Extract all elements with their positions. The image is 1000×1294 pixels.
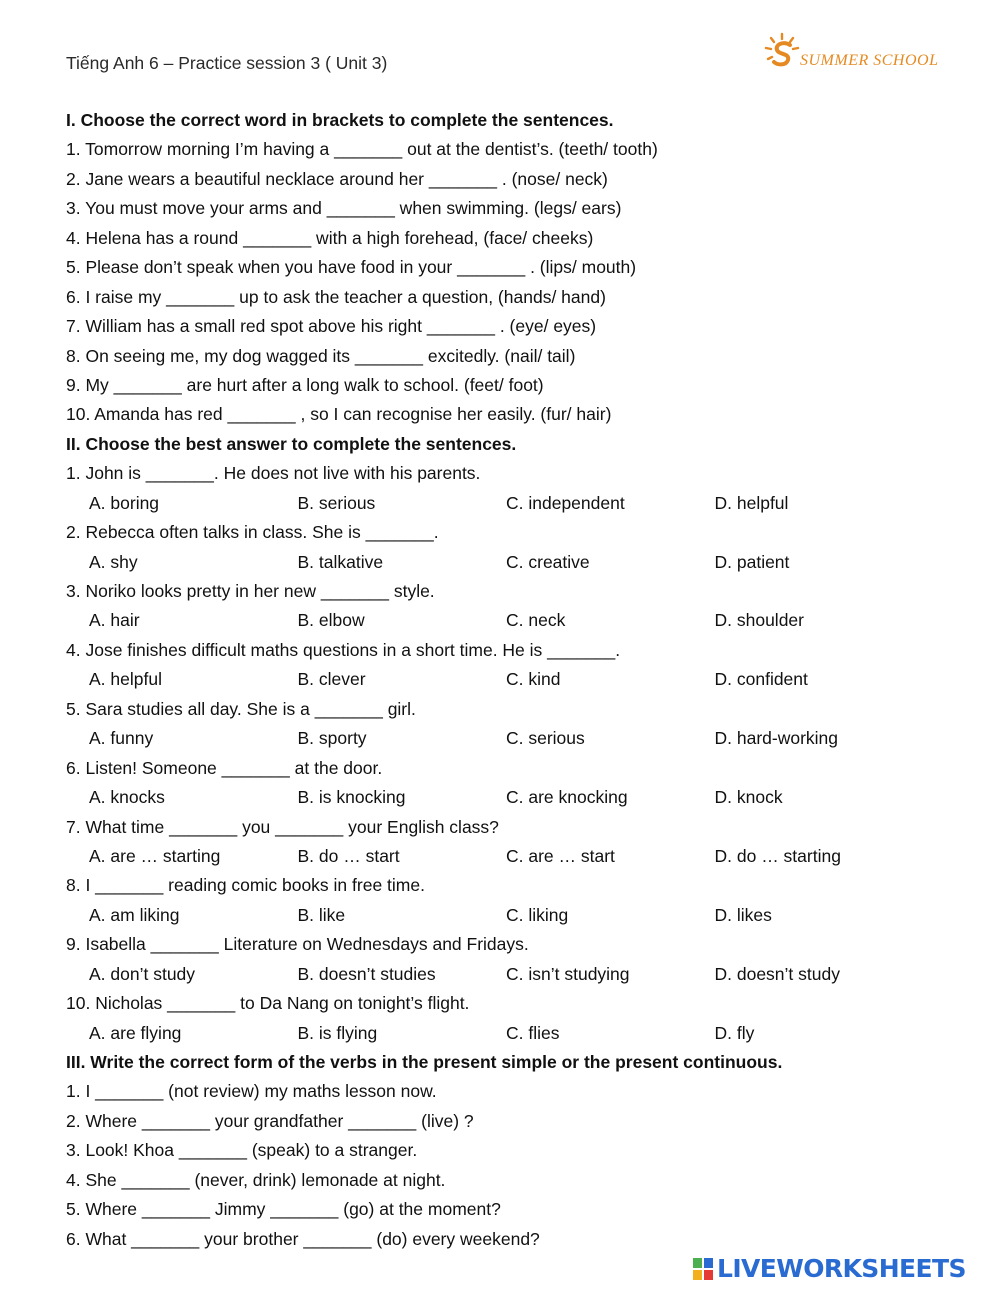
option-b[interactable]: B. like <box>297 904 346 925</box>
question-text: 2. Rebecca often talks in class. She is _______. <box>66 522 439 543</box>
answer-options <box>66 960 966 989</box>
answer-options <box>66 548 966 577</box>
option-c[interactable]: C. isn’t studying <box>506 963 630 984</box>
option-d[interactable]: D. fly <box>714 1022 755 1043</box>
option-c[interactable]: C. are … start <box>506 845 615 866</box>
section-1-item: 9. My _______ are hurt after a long walk to school. (feet/ foot) <box>66 374 544 395</box>
question-text: 8. I _______ reading comic books in free time. <box>66 875 425 896</box>
option-b[interactable]: B. is knocking <box>297 787 406 808</box>
liveworksheets-wordmark: LIVEWORKSHEETS <box>717 1254 966 1283</box>
question-text: 6. Listen! Someone _______ at the door. <box>66 757 383 778</box>
liveworksheets-brand <box>693 1254 993 1284</box>
section-1-item: 5. Please don’t speak when you have food in your _______ . (lips/ mouth) <box>66 257 637 278</box>
section-1-item: 8. On seeing me, my dog wagged its _______ excitedly. (nail/ tail) <box>66 345 576 366</box>
liveworksheets-logo-icon <box>693 1258 713 1280</box>
summer-school-logo <box>764 32 939 74</box>
answer-options <box>66 901 966 930</box>
option-a[interactable]: A. boring <box>89 492 160 513</box>
section-3-item: 5. Where _______ Jimmy _______ (go) at the moment? <box>66 1199 501 1220</box>
section-1-item: 1. Tomorrow morning I’m having a _______ out at the dentist’s. (teeth/ tooth) <box>66 139 658 160</box>
answer-options <box>66 1019 966 1048</box>
option-d[interactable]: D. confident <box>714 669 808 690</box>
option-d[interactable]: D. likes <box>714 904 772 925</box>
worksheet-content <box>66 106 966 1254</box>
option-b[interactable]: B. do … start <box>297 845 400 866</box>
question-text: 9. Isabella _______ Literature on Wednesdays and Fridays. <box>66 934 529 955</box>
option-b[interactable]: B. sporty <box>297 728 367 749</box>
option-d[interactable]: D. helpful <box>714 492 789 513</box>
option-c[interactable]: C. creative <box>506 551 590 572</box>
section-3-item: 2. Where _______ your grandfather _______ (live) ? <box>66 1110 474 1131</box>
option-c[interactable]: C. independent <box>506 492 625 513</box>
section-1-list <box>66 135 966 429</box>
answer-options <box>66 606 966 635</box>
option-b[interactable]: B. doesn’t studies <box>297 963 436 984</box>
answer-options <box>66 842 966 871</box>
section-2-heading: II. Choose the best answer to complete the sentences. <box>66 433 517 454</box>
answer-options <box>66 489 966 518</box>
answer-options <box>66 665 966 694</box>
question-text: 3. Noriko looks pretty in her new _______ style. <box>66 581 435 601</box>
answer-options <box>66 724 966 753</box>
option-c[interactable]: C. serious <box>506 728 585 749</box>
option-b[interactable]: B. serious <box>297 492 376 513</box>
option-d[interactable]: D. shoulder <box>714 610 804 631</box>
page-title: Tiếng Anh 6 – Practice session 3 ( Unit 3) <box>66 53 388 73</box>
option-d[interactable]: D. patient <box>714 551 790 572</box>
section-1-item: 4. Helena has a round _______ with a high forehead, (face/ cheeks) <box>66 227 594 248</box>
section-1-item: 2. Jane wears a beautiful necklace around her _______ . (nose/ neck) <box>66 168 608 189</box>
section-1-heading: I. Choose the correct word in brackets to complete the sentences. <box>66 110 614 130</box>
option-d[interactable]: D. doesn’t study <box>714 963 840 984</box>
option-c[interactable]: C. neck <box>506 610 566 631</box>
question-text: 1. John is _______. He does not live with his parents. <box>66 463 481 484</box>
option-c[interactable]: C. liking <box>506 904 569 925</box>
option-a[interactable]: A. are … starting <box>89 845 221 866</box>
section-3-item: 1. I _______ (not review) my maths lesson now. <box>66 1081 437 1102</box>
answer-options <box>66 783 966 812</box>
section-3-item: 4. She _______ (never, drink) lemonade at night. <box>66 1169 446 1190</box>
question-text: 4. Jose finishes difficult maths questions in a short time. He is _______. <box>66 639 621 660</box>
section-3-item: 3. Look! Khoa _______ (speak) to a stranger. <box>66 1140 418 1161</box>
section-1-item: 3. You must move your arms and _______ when swimming. (legs/ ears) <box>66 198 622 219</box>
question-text: 10. Nicholas _______ to Da Nang on tonight’s flight. <box>66 993 470 1014</box>
section-2-list <box>66 459 966 1048</box>
section-3-heading: III. Write the correct form of the verbs in the present simple or the present continuous. <box>66 1052 783 1072</box>
option-c[interactable]: C. kind <box>506 669 561 690</box>
option-a[interactable]: A. knocks <box>89 787 165 808</box>
option-d[interactable]: D. knock <box>714 787 783 808</box>
option-a[interactable]: A. hair <box>89 610 140 631</box>
option-a[interactable]: A. don’t study <box>89 963 196 984</box>
question-text: 7. What time _______ you _______ your English class? <box>66 816 499 837</box>
option-c[interactable]: C. are knocking <box>506 787 628 808</box>
option-a[interactable]: A. are flying <box>89 1022 182 1043</box>
option-a[interactable]: A. shy <box>89 551 138 572</box>
option-a[interactable]: A. helpful <box>89 669 162 690</box>
option-b[interactable]: B. is flying <box>297 1022 378 1043</box>
question-text: 5. Sara studies all day. She is a _______ girl. <box>66 698 416 719</box>
option-b[interactable]: B. talkative <box>297 551 384 572</box>
section-3-list <box>66 1077 966 1254</box>
option-b[interactable]: B. elbow <box>297 610 365 631</box>
option-d[interactable]: D. do … starting <box>714 845 841 866</box>
section-3-item: 6. What _______ your brother _______ (do) every weekend? <box>66 1228 540 1249</box>
logo-text: SUMMER SCHOOL <box>800 52 939 69</box>
option-a[interactable]: A. am liking <box>89 904 180 925</box>
section-1-item: 10. Amanda has red _______ , so I can recognise her easily. (fur/ hair) <box>66 404 612 425</box>
section-1-item: 6. I raise my _______ up to ask the teacher a question, (hands/ hand) <box>66 286 606 307</box>
option-a[interactable]: A. funny <box>89 728 154 749</box>
section-1-item: 7. William has a small red spot above his right _______ . (eye/ eyes) <box>66 316 597 337</box>
option-c[interactable]: C. flies <box>506 1022 560 1043</box>
option-d[interactable]: D. hard-working <box>714 728 839 749</box>
sun-icon <box>764 32 804 74</box>
option-b[interactable]: B. clever <box>297 669 366 690</box>
